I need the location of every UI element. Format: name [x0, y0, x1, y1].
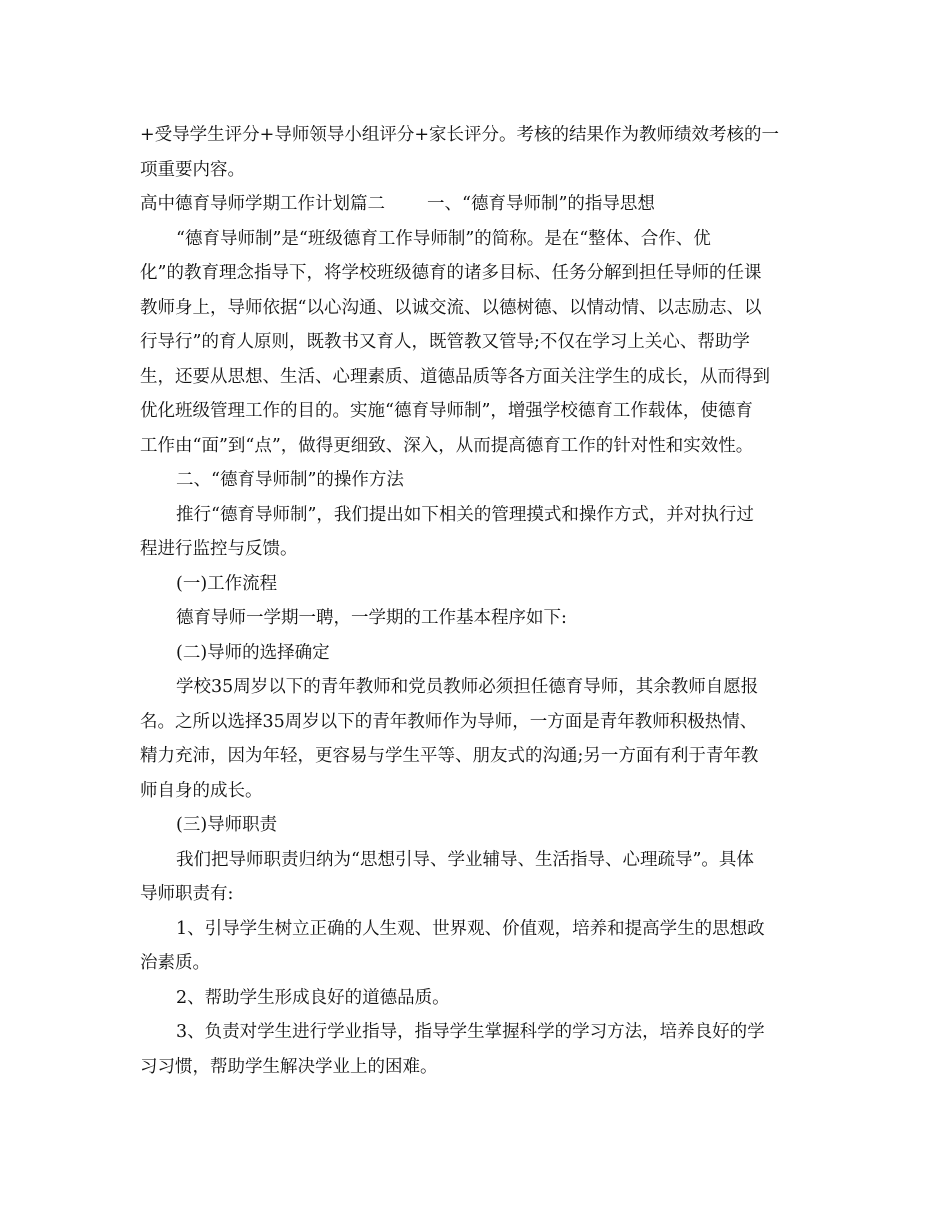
paragraph-line: 工作由“面”到“点”，做得更细致、深入，从而提高德育工作的针对性和实效性。: [140, 435, 754, 456]
subsection-heading: (二)导师的选择确定: [176, 642, 330, 663]
section-heading: 二、“德育导师制”的操作方法: [176, 470, 404, 490]
list-item: 2、帮助学生形成良好的道德品质。: [176, 987, 450, 1008]
paragraph-line: 治素质。: [140, 953, 210, 973]
paragraph-line: 导师职责有:: [140, 884, 234, 904]
paragraph-line: 师自身的成长。: [140, 780, 263, 801]
paragraph-line: 化”的教育理念指导下，将学校班级德育的诸多目标、任务分解到担任导师的任课: [140, 263, 762, 283]
paragraph-line: 优化班级管理工作的目的。实施“德育导师制”，增强学校德育工作载体，使德育: [140, 401, 753, 421]
paragraph-line: 程进行监控与反馈。: [140, 539, 298, 559]
paragraph-line: 教师身上，导师依据“以心沟通、以诚交流、以德树德、以情动情、以志励志、以: [140, 297, 762, 318]
paragraph-line: +受导学生评分+导师领导小组评分+家长评分。考核的结果作为教师绩效考核的一: [140, 125, 779, 145]
list-item: 1、引导学生树立正确的人生观、世界观、价值观，培养和提高学生的思想政: [176, 918, 765, 939]
section-heading: [140, 187, 815, 222]
article-title: 高中德育导师学期工作计划篇二: [140, 194, 385, 214]
paragraph-line: 习习惯，帮助学生解决学业上的困难。: [140, 1056, 438, 1077]
paragraph-line: 精力充沛，因为年轻，更容易与学生平等、朋友式的沟通;另一方面有利于青年教: [140, 746, 759, 766]
list-item: 3、负责对学生进行学业指导，指导学生掌握科学的学习方法，培养良好的学: [176, 1022, 765, 1042]
paragraph-line: 推行“德育导师制”，我们提出如下相关的管理摸式和操作方式，并对执行过: [176, 504, 754, 525]
paragraph-line: 我们把导师职责归纳为“思想引导、学业辅导、生活指导、心理疏导”。具体: [176, 849, 754, 870]
paragraph-line: 生，还要从思想、生活、心理素质、道德品质等各方面关注学生的成长，从而得到: [140, 366, 770, 387]
section-title: 一、“德育导师制”的指导思想: [427, 194, 655, 214]
paragraph-line: 学校35周岁以下的青年教师和党员教师必须担任德育导师，其余教师自愿报: [176, 677, 759, 697]
paragraph-line: 德育导师一学期一聘，一学期的工作基本程序如下:: [176, 608, 567, 628]
subsection-heading: (三)导师职责: [176, 815, 278, 835]
paragraph-line: “德育导师制”是“班级德育工作导师制”的简称。是在“整体、合作、优: [176, 228, 711, 249]
paragraph-line: 项重要内容。: [140, 159, 245, 180]
paragraph-line: 行导行”的育人原则，既教书又育人，既管教又管导;不仅在学习上关心、帮助学: [140, 332, 750, 352]
document-body: [140, 118, 815, 1084]
subsection-heading: (一)工作流程: [176, 573, 278, 594]
paragraph-line: 名。之所以选择35周岁以下的青年教师作为导师，一方面是青年教师积极热情、: [140, 711, 758, 732]
